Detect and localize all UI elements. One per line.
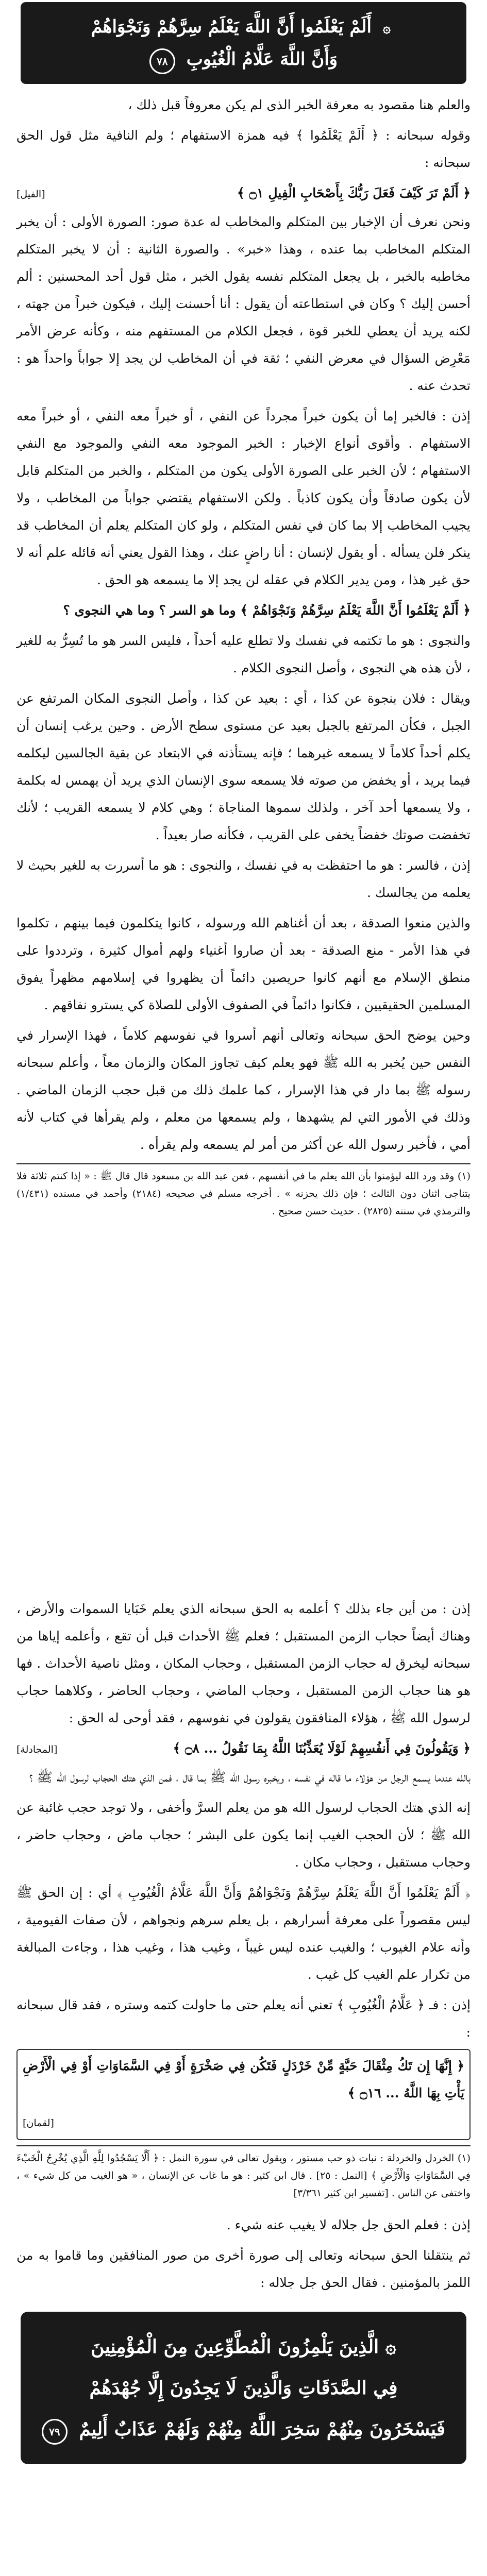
quran-verse-fil xyxy=(16,179,471,208)
paragraph: والنجوى : هو ما تكتمه في نفسك ولا تطلع عليه أحداً ، فليس السر هو ما تُسِرُّ به للغير ، لأن هذه هي النجوى ، وأصل النجوى الكلام . xyxy=(16,633,471,675)
verse-text: ﴿ وَيَقُولُونَ فِي أَنفُسِهِمْ لَوْلَا يُعَذِّبُنَا اللَّهُ بِمَا نَقُولُ ... ۝٨ ﴾ xyxy=(173,1741,471,1756)
surah-ref: [المجادلة] xyxy=(16,1744,58,1755)
footnotes xyxy=(16,1163,471,1220)
end-ayah-line-2: فِي الصَّدَقَاتِ وَالَّذِينَ لَا يَجِدُونَ إِلَّا جُهْدَهُمْ xyxy=(89,2377,398,2399)
title-line-1: أَلَمْ يَعْلَمُوا أَنَّ اللَّهَ يَعْلَمُ سِرَّهُمْ وَنَجْوَاهُمْ xyxy=(91,16,372,37)
paragraph: ويقال : فلان بنجوة عن كذا ، أي : بعيد عن كذا ، وأصل النجوى المكان المرتفع عن الجبل ، فكأن المرتفع بالجبل بعيد عن مستوى سطح الأرض . وحين يرغب إنسان أن يكلم أحداً كلاماً لا يسمعه غيرهما ؛ فإنه يستأذنه في الابتعاد عن بقية الجالسين ليكلمه فيما يريد ، أو يخفض من صوته فلا يسمعه سوى الإنسان الذي يريد أن يهمس له بكلمة ، ولا يسمعها أحد آخر ، ولذلك سموها المناجاة ؛ وهي كلام لا يسمعه القريب ؛ لأنك تخفضت صوتك خفضاً يخفى على القريب ، فكأنه صار بعيداً . xyxy=(16,691,471,842)
paragraph: إذن : من أين جاء بذلك ؟ أعلمه به الحق سبحانه الذي يعلم خَبَايا السموات والأرض ، وهناك أيضاً حجاب الزمن المستقبل ؛ فعلم ﷺ الأحداث قبل أن تقع ، وأعلمه إياها من سبحانه ليخرق له حجاب الزمن المستقبل ، وحجاب المكان ، ومثل ناصية الأحداث . فها هو هنا حجاب الزمن المستقبل ، وحجاب الماضي ، وحجاب الحاضر ، وكلاهما حجاب لرسول الله ﷺ ، هؤلاء المنافقون يقولون في نفوسهم ، فقد أوحى له الحق : xyxy=(16,1601,471,1725)
ayah-number: ٧٨ xyxy=(149,48,175,74)
ornament-icon: ۞ xyxy=(382,21,391,36)
paragraph: ونحن نعرف أن الإخبار بين المتكلم والمخاطب له عدة صور: الصورة الأولى : أن يخبر المتكلم المخاطب بما عنده ، وهذا «خبر» . والصورة الثانية : أن لا يخبر المتكلم مخاطبه بالخبر ، بل يجعل المتكلم نفسه يقول الخبر ، مثل قول أحد المحسنين : ألم أحسن إليك ؟ وكان في استطاعته أن يقول : أنا أحسنت إليك ، فيكون خبراً من جهته ، لكنه يريد أن يعطي للخبر قوة ، فجعل الكلام من المستفهم منه ، وكأنه عرض الأمر مَعْرِض السؤال في معرض النفي ؛ ثقة في أن المخاطب لن يجد إلا جواباً واحداً هو : تحدث عنه . xyxy=(16,214,471,393)
page-one xyxy=(16,0,471,1587)
paragraph: إنه الذي هتك الحجاب لرسول الله هو من يعلم السرَّ وأخفى ، ولا توجد حجب غائبة عن الله ﷺ ؛ لأن الحجب الغيب إنما يكون على البشر ؛ حجاب ماض ، وحجاب حاضر ، وحجاب مستقبل ، وحجاب مكان . xyxy=(16,1800,471,1870)
next-verse-banner xyxy=(21,2312,466,2464)
verse-text: ﴿ أَلَمْ تَرَ كَيْفَ فَعَلَ رَبُّكَ بِأَصْحَابِ الْفِيلِ ۝١ ﴾ xyxy=(237,185,471,200)
title-line-2: وَأَنَّ اللَّهَ عَلَّامُ الْغُيُوبِ xyxy=(186,49,338,70)
end-ayah-line-1: الَّذِينَ يَلْمِزُونَ الْمُطَّوِّعِينَ مِنَ الْمُؤْمِنِينَ xyxy=(91,2336,379,2358)
quran-verse-mujadala xyxy=(16,1735,471,1764)
verse-title-banner xyxy=(21,2,466,84)
page-two xyxy=(16,1587,471,2576)
footnote: (١) الخردل والخردلة : نبات ذو حب مستور ، ويقول تعالى في سورة النمل : ﴿ أَلَّا يَسْجُدُوا لِلَّهِ الَّذِي يُخْرِجُ الْخَبْءَ فِي السَّمَاوَاتِ وَالْأَرْضِ ﴾ [النمل : ٢٥] . قال ابن كثير : هو ما غاب عن الإنسان ، « هو الغيب من كل شيء » ، واختفى عن الناس . [تفسير ابن كثير ٣/٣٦١] xyxy=(16,2153,471,2199)
verse-text: ﴿ إِنَّهَا إِن تَكُ مِثْقَالَ حَبَّةٍ مِّنْ خَرْدَلٍ فَتَكُن فِي صَخْرَةٍ أَوْ فِي السَّمَاوَاتِ أَوْ فِي الْأَرْضِ يَأْتِ بِهَا اللَّهُ ... ۝١٦ ﴾ xyxy=(23,2058,464,2100)
quran-verse-najwa: ﴿ أَلَمْ يَعْلَمُوا أَنَّ اللَّهَ يَعْلَمُ سِرَّهُمْ وَنَجْوَاهُمْ ﴾ وما هو السر ؟ وما هي النجوى ؟ xyxy=(63,603,471,618)
paragraph: والعلم هنا مقصود به معرفة الخبر الذى لم يكن معروفاً قبل ذلك ، xyxy=(128,97,471,112)
paragraph: إذن : فـ ﴿ عَلَّامُ الْغُيُوبِ ﴾ تعني أنه يعلم حتى ما حاولت كتمه وستره ، فقد قال سبحانه : xyxy=(16,1997,471,2040)
paragraph: إذن : فالخبر إما أن يكون خبراً مجرداً عن النفي ، أو خبراً معه النفي ، أو خبراً معه الاستفهام . وأقوى أنواع الإخبار : الخبر الموجود معه النفي والموجود مع النفي الاستفهام ؛ لأن الخبر على الصورة الأولى يكون من المتكلم ، والخبر من المتكلم قابل لأن يكون صادقاً وأن يكون كاذباً . ولكن الاستفهام يقتضي جواباً من المخاطب ، ولا يجيب المخاطب إلا بما كان في نفس المتكلم ، ولو كان المتكلم يعلم أن المخاطب قد ينكر فلن يسأله . أو يقول لإنسان : أنا راضٍ عنك ، وهذا القول يعني أنه قائله علم أنه لا حق غير هذا ، ومن يدير الكلام في عقله لن يجد إلا ما يسمعه هو الحق . xyxy=(16,409,471,587)
paragraph: إذن ، فالسر : هو ما احتفظت به في نفسك ، والنجوى : هو ما أسررت به للغير بحيث لا يعلمه من يجالسك . xyxy=(16,858,471,900)
surah-ref: [لقمان] xyxy=(23,2117,54,2129)
quran-verse-luqman xyxy=(16,2049,471,2140)
ornament-icon: ۞ xyxy=(385,2336,396,2358)
surah-ref: [الفيل] xyxy=(16,189,45,200)
ayah-number: ٧٩ xyxy=(42,2419,68,2445)
paragraph: والذين منعوا الصدقة ، بعد أن أغناهم الله ورسوله ، كانوا يتكلمون فيما بينهم ، تكلموا في هذا الأمر - منع الصدقة - بعد أن صاروا أغنياء ولهم أموال كثيرة ، وترددوا على منطق الإسلام مع أنهم كانوا حريصين دائماً أن يظهروا في إسلامهم مظهراً يفوق المسلمين الحقيقيين ، فكانوا دائماً في الصفوف الأولى للصلاة كي يسترو نفاقهم . xyxy=(16,916,471,1012)
footnote: (١) وقد ورد الله ليؤمنوا بأن الله يعلم ما في أنفسهم ، فعن عبد الله بن مسعود قال قال ﷺ : « إذا كنتم ثلاثة فلا يتناجى اثنان دون الثالث ؛ فإن ذلك يحزنه » . أخرجه مسلم في صحيحه (٢١٨٤) وأحمد في مسنده (١/٤٣١) والترمذي في سننه (٢٨٢٥) . حديث حسن صحيح . xyxy=(16,1171,471,1217)
paragraph: ثم ينتقلنا الحق سبحانه وتعالى إلى صورة أخرى من صور المنافقين وما قاموا به من اللمز بالمؤمنين . فقال الحق جل جلاله : xyxy=(16,2248,471,2290)
footnotes xyxy=(16,2145,471,2202)
paragraph: ﴿ أَلَمْ يَعْلَمُوا أَنَّ اللَّهَ يَعْلَمُ سِرَّهُمْ وَنَجْوَاهُمْ وَأَنَّ اللَّهَ عَلَّامُ الْغُيُوبِ ﴾ أي : إن الحق ﷺ ليس مقصوراً على معرفة أسرارهم ، بل يعلم سرهم ونجواهم ، لأن صفات الفيومية ، وأنه علام الغيوب ؛ والغيب عنده ليس غيباً ، وغيب هذا ، وغيب هذا ، وجاءت المبالغة من تكرار علم الغيب كل غيب . xyxy=(16,1885,471,1982)
paragraph: إذن : فعلم الحق جل جلاله لا يغيب عنه شيء . xyxy=(226,2217,471,2232)
paragraph: وحين يوضح الحق سبحانه وتعالى أنهم أسروا في نفوسهم كلاماً ، فهذا الإسرار في النفس حين يُخبر به الله ﷺ فهو يعلم كيف تجاوز المكان والزمان معاً ، وأعلم سبحانه رسوله ﷺ بما دار في هذا الإسرار ، كما علمك ذلك من قبل حجب الزمان الماضي . وذلك في الأمور التي لم يشهدها ، ولم يسمعها من معلم ، ولم يقرأها في كتاب لأنه أمي ، فأخبر رسول الله عن أكثر من أمر لم يسمعه ولم يقرأه . xyxy=(16,1028,471,1152)
paragraph: وقوله سبحانه : ﴿ أَلَمْ يَعْلَمُوا ﴾ فيه همزة الاستفهام ؛ ولم النافية مثل قول الحق سبحانه : xyxy=(16,128,471,170)
paragraph: بالله عندما يسمع الرجل من هؤلاء ما قاله في نفسه ، ويخبره رسول الله ﷺ بما قال ، فمن الذي هتك الحجاب لرسول الله ﷺ ؟ xyxy=(29,1770,471,1785)
end-ayah-line-3: فَيَسْخَرُونَ مِنْهُمْ سَخِرَ اللَّهُ مِنْهُمْ وَلَهُمْ عَذَابٌ أَلِيمٌ xyxy=(79,2418,446,2440)
